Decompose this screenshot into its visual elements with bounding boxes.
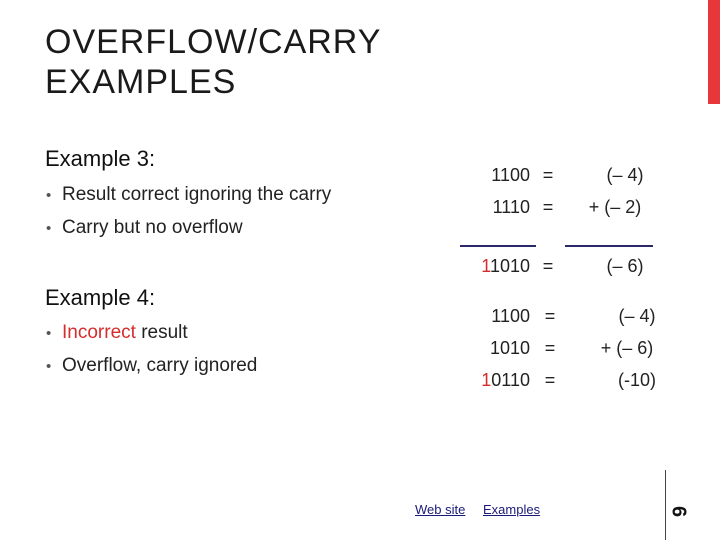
ex4-operand-2: 1010: [489, 338, 530, 358]
ex4-equals-3: =: [544, 370, 556, 390]
ex3-equals-2: =: [542, 197, 554, 217]
example-3-heading: Example 3:: [45, 146, 156, 171]
ex4-operand-1: 1100: [491, 306, 530, 326]
ex4-result-bits: 0110: [491, 370, 530, 390]
ex4-result: [440, 370, 530, 391]
ex4-result-value: (-10): [617, 370, 656, 390]
page-number: 6: [667, 505, 690, 518]
examples-link[interactable]: Examples: [483, 502, 541, 517]
ex3-equals-1: =: [542, 165, 554, 185]
ex3-value-1: (– 4): [606, 165, 644, 185]
ex4-equals-2: =: [544, 338, 556, 358]
bullet-rest: result: [135, 322, 188, 343]
bullet: [62, 317, 257, 350]
ex4-value-2: + (– 6): [600, 338, 654, 358]
ex3-operand-1: 1100: [491, 165, 530, 185]
ex3-result-value: (– 6): [606, 256, 644, 276]
slide-title: [45, 22, 381, 102]
ex3-result-bits: 1010: [489, 256, 530, 276]
ex3-value-2: + (– 2): [588, 197, 642, 217]
bullet: • Result correct ignoring the carry: [62, 179, 331, 212]
ex3-equals-3: =: [542, 256, 554, 276]
web-site-link[interactable]: Web site: [415, 502, 466, 517]
accent-bar: [708, 0, 720, 104]
ex3-sum-rule-right: [565, 245, 653, 247]
title-line-1: OVERFLOW/CARRY: [45, 23, 382, 61]
bullet: • Carry but no overflow: [62, 212, 331, 245]
ex4-equals-1: =: [544, 306, 556, 326]
ex3-sum-rule-left: [460, 245, 536, 247]
example-4-heading: Example 4:: [45, 285, 156, 310]
example-3-bullets: [62, 179, 331, 245]
incorrect-word: Incorrect: [62, 322, 136, 343]
ex3-carry-bit: 1: [481, 256, 490, 276]
ex3-result: [440, 256, 530, 277]
ex4-value-1: (– 4): [618, 306, 656, 326]
bullet: • Overflow, carry ignored: [62, 350, 257, 383]
ex3-operand-2: 1110: [492, 197, 530, 217]
title-line-2: EXAMPLES: [45, 63, 237, 101]
ex4-carry-bit: 1: [481, 370, 492, 390]
example-4-bullets: [62, 317, 257, 383]
